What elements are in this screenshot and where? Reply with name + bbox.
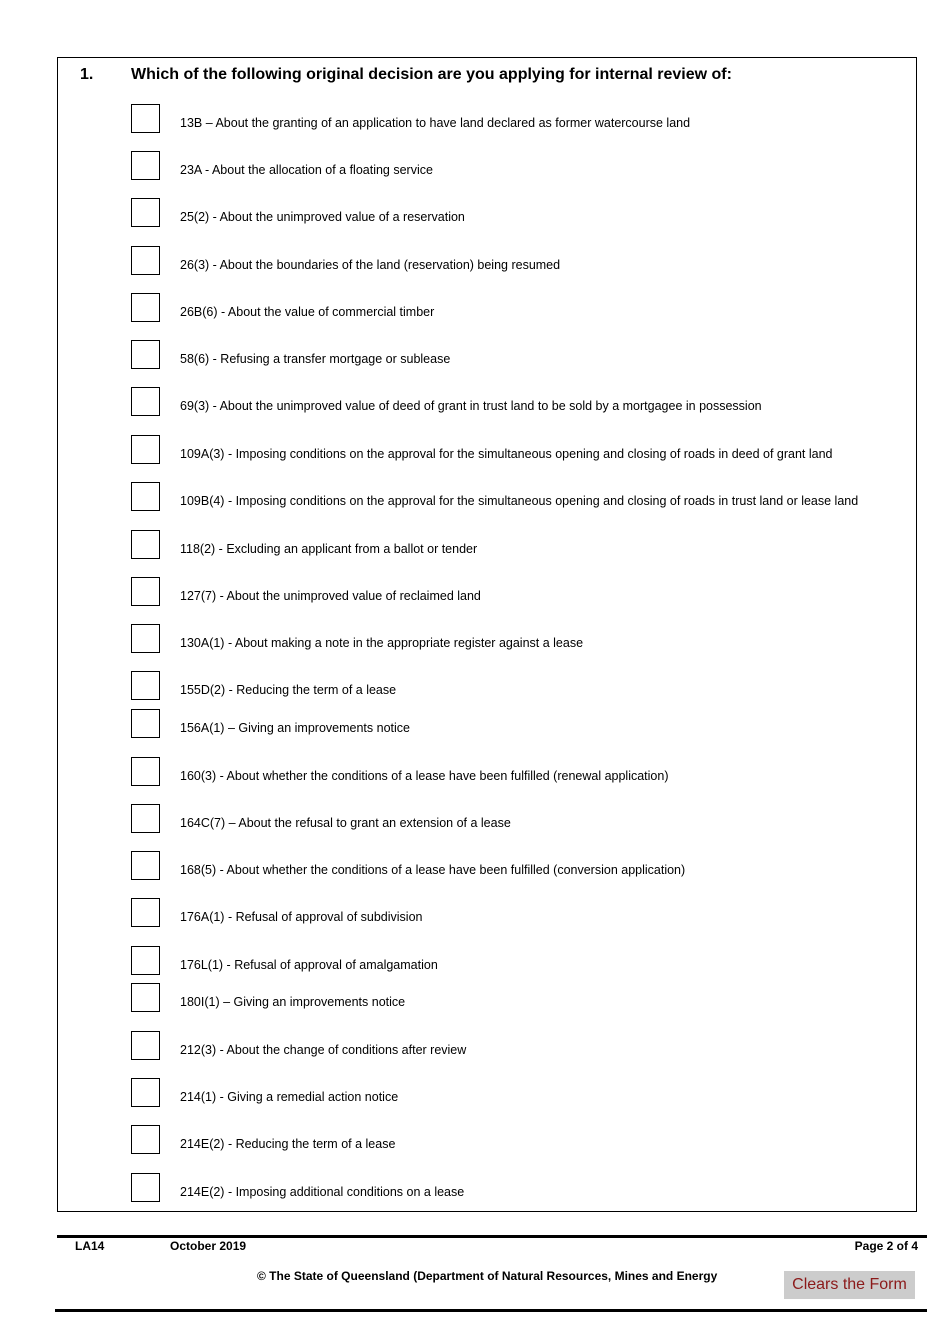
option-checkbox[interactable] — [131, 198, 160, 227]
option-checkbox[interactable] — [131, 757, 160, 786]
copyright-notice: © The State of Queensland (Department of Natural Resources, Mines and Energy — [257, 1269, 718, 1283]
option-row — [131, 340, 911, 372]
footer-rule-bottom — [55, 1309, 927, 1312]
option-label: 118(2) - Excluding an applicant from a ballot or tender — [180, 542, 478, 556]
option-label: 164C(7) – About the refusal to grant an extension of a lease — [180, 816, 511, 830]
option-label: 26B(6) - About the value of commercial timber — [180, 305, 435, 319]
option-checkbox[interactable] — [131, 151, 160, 180]
option-label: 127(7) - About the unimproved value of reclaimed land — [180, 589, 481, 603]
option-label: 180I(1) – Giving an improvements notice — [180, 995, 406, 1009]
option-label: 214(1) - Giving a remedial action notice — [180, 1090, 399, 1104]
option-checkbox[interactable] — [131, 898, 160, 927]
option-row — [131, 1078, 911, 1110]
option-row — [131, 577, 911, 609]
option-row — [131, 293, 911, 325]
option-label: 176A(1) - Refusal of approval of subdivision — [180, 910, 423, 924]
option-checkbox[interactable] — [131, 946, 160, 975]
option-row — [131, 898, 911, 930]
option-label: 176L(1) - Refusal of approval of amalgamation — [180, 958, 438, 972]
option-checkbox[interactable] — [131, 1125, 160, 1154]
option-row — [131, 151, 911, 183]
option-label: 214E(2) - Reducing the term of a lease — [180, 1137, 396, 1151]
option-checkbox[interactable] — [131, 246, 160, 275]
option-checkbox[interactable] — [131, 1078, 160, 1107]
option-row — [131, 104, 911, 136]
option-checkbox[interactable] — [131, 709, 160, 738]
option-row — [131, 1031, 911, 1063]
form-date: October 2019 — [170, 1239, 247, 1253]
option-row — [131, 1125, 911, 1157]
option-row — [131, 482, 911, 514]
option-row — [131, 1173, 911, 1205]
option-row — [131, 804, 911, 836]
option-label: 26(3) - About the boundaries of the land (reservation) being resumed — [180, 258, 561, 272]
option-label: 109A(3) - Imposing conditions on the approval for the simultaneous opening and closing of roads in deed of grant land — [180, 447, 833, 461]
option-row — [131, 946, 911, 978]
option-row — [131, 246, 911, 278]
option-checkbox[interactable] — [131, 624, 160, 653]
question-text: Which of the following original decision are you applying for internal review of: — [131, 66, 732, 83]
option-label: 212(3) - About the change of conditions after review — [180, 1043, 467, 1057]
option-checkbox[interactable] — [131, 1173, 160, 1202]
question-number: 1. — [80, 66, 94, 83]
option-label: 109B(4) - Imposing conditions on the approval for the simultaneous opening and closing of roads in trust land or lease land — [180, 494, 859, 508]
option-row — [131, 624, 911, 656]
form-code: LA14 — [75, 1239, 105, 1253]
option-row — [131, 709, 911, 741]
option-row — [131, 530, 911, 562]
option-row — [131, 671, 911, 703]
option-row — [131, 387, 911, 419]
option-label: 58(6) - Refusing a transfer mortgage or sublease — [180, 352, 451, 366]
option-checkbox[interactable] — [131, 293, 160, 322]
option-label: 25(2) - About the unimproved value of a reservation — [180, 210, 465, 224]
option-label: 130A(1) - About making a note in the appropriate register against a lease — [180, 636, 584, 650]
option-checkbox[interactable] — [131, 482, 160, 511]
option-checkbox[interactable] — [131, 804, 160, 833]
option-checkbox[interactable] — [131, 340, 160, 369]
option-label: 13B – About the granting of an application to have land declared as former watercourse land — [180, 116, 691, 130]
option-checkbox[interactable] — [131, 530, 160, 559]
option-row — [131, 198, 911, 230]
option-row — [131, 851, 911, 883]
option-label: 156A(1) – Giving an improvements notice — [180, 721, 410, 735]
option-checkbox[interactable] — [131, 983, 160, 1012]
option-checkbox[interactable] — [131, 577, 160, 606]
page-number: Page 2 of 4 — [854, 1239, 918, 1253]
option-label: 160(3) - About whether the conditions of a lease have been fulfilled (renewal application) — [180, 769, 669, 783]
option-label: 168(5) - About whether the conditions of a lease have been fulfilled (conversion application) — [180, 863, 686, 877]
option-label: 69(3) - About the unimproved value of deed of grant in trust land to be sold by a mortgagee in possession — [180, 399, 762, 413]
option-label: 23A - About the allocation of a floating service — [180, 163, 433, 177]
option-checkbox[interactable] — [131, 851, 160, 880]
option-checkbox[interactable] — [131, 435, 160, 464]
option-row — [131, 757, 911, 789]
option-checkbox[interactable] — [131, 1031, 160, 1060]
footer-rule-top — [57, 1235, 927, 1238]
option-row — [131, 435, 911, 467]
option-checkbox[interactable] — [131, 104, 160, 133]
option-label: 155D(2) - Reducing the term of a lease — [180, 683, 397, 697]
clear-form-button[interactable]: Clears the Form — [784, 1271, 915, 1299]
option-row — [131, 983, 911, 1015]
option-label: 214E(2) - Imposing additional conditions on a lease — [180, 1185, 465, 1199]
option-checkbox[interactable] — [131, 387, 160, 416]
option-checkbox[interactable] — [131, 671, 160, 700]
